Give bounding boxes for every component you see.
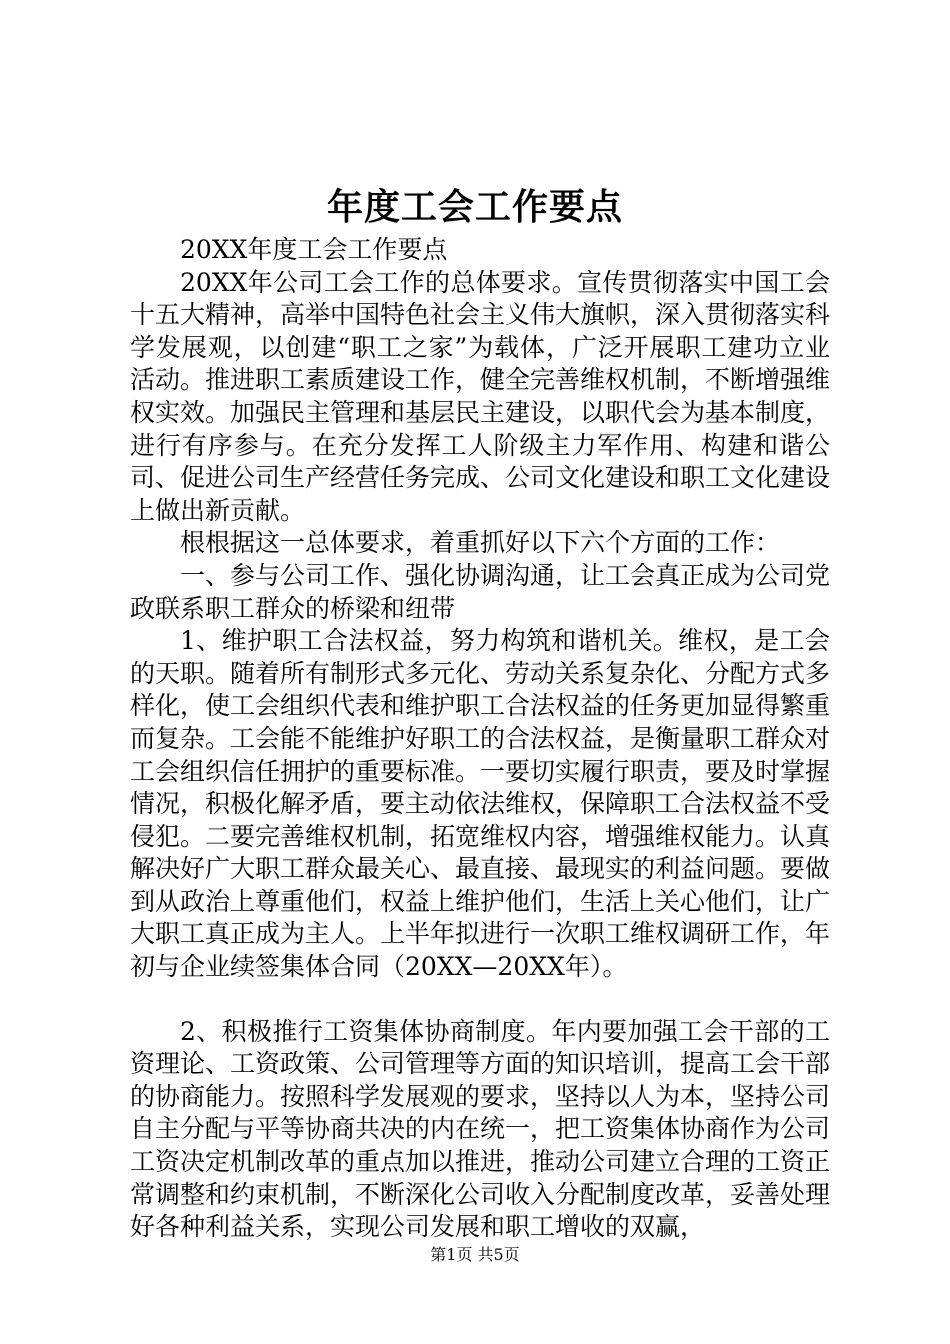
paragraph-item-1: 1、维护职工合法权益，努力构筑和谐机关。维权，是工会的天职。随着所有制形式多元化、劳动关系复杂化、分配方式多样化，使工会组织代表和维护职工合法权益的任务更加显得繁重而复杂。工会能不能维护好职工的合法权益，是衡量职工群众对工会组织信任拥护的重要标准。一要切实履行职责，要及时掌握情况，积极化解矛盾，要主动依法维权，保障职工合法权益不受侵犯。二要完善维权机制，拓宽维权内容，增强维权能力。认真解决好广大职工群众最关心、最直接、最现实的利益问题。要做到从政治上尊重他们，权益上维护他们，生活上关心他们，让广大职工真正成为主人。上半年拟进行一次职工维权调研工作，年初与企业续签集体合同（20XX—20XX年）。 [130, 626, 831, 982]
document-body [130, 234, 830, 1244]
paragraph-general-requirements: 20XX年公司工会工作的总体要求。宣传贯彻落实中国工会十五大精神，高举中国特色社会主义伟大旗帜，深入贯彻落实科学发展观，以创建“职工之家”为载体，广泛开展职工建功立业活动。推进职工素质建设工作，健全完善维权机制，不断增强维权实效。加强民主管理和基层民主建设，以职代会为基本制度，进行有序参与。在充分发挥工人阶级主力军作用、构建和谐公司、促进公司生产经营任务完成、公司文化建设和职工文化建设上做出新贡献。 [130, 267, 831, 525]
paragraph-section-one-heading: 一、参与公司工作、强化协调沟通，让工会真正成为公司党政联系职工群众的桥梁和纽带 [130, 560, 831, 623]
document-title: 年度工会工作要点 [326, 186, 623, 228]
page-footer: 第1页 共5页 [430, 1245, 520, 1264]
paragraph-subtitle: 20XX年度工会工作要点 [180, 235, 448, 264]
paragraph-six-aspects: 根根据这一总体要求，着重抓好以下六个方面的工作： [180, 528, 781, 558]
paragraph-item-2: 2、积极推行工资集体协商制度。年内要加强工会干部的工资理论、工资政策、公司管理等方面的知识培训，提高工会干部的协商能力。按照科学发展观的要求，坚持以人为本，坚持公司自主分配与平等协商共决的内在统一，把工资集体协商作为公司工资决定机制改革的重点加以推进，推动公司建立合理的工资正常调整和约束机制，不断深化公司收入分配制度改革，妥善处理好各种利益关系，实现公司发展和职工增收的双赢， [130, 1016, 831, 1242]
